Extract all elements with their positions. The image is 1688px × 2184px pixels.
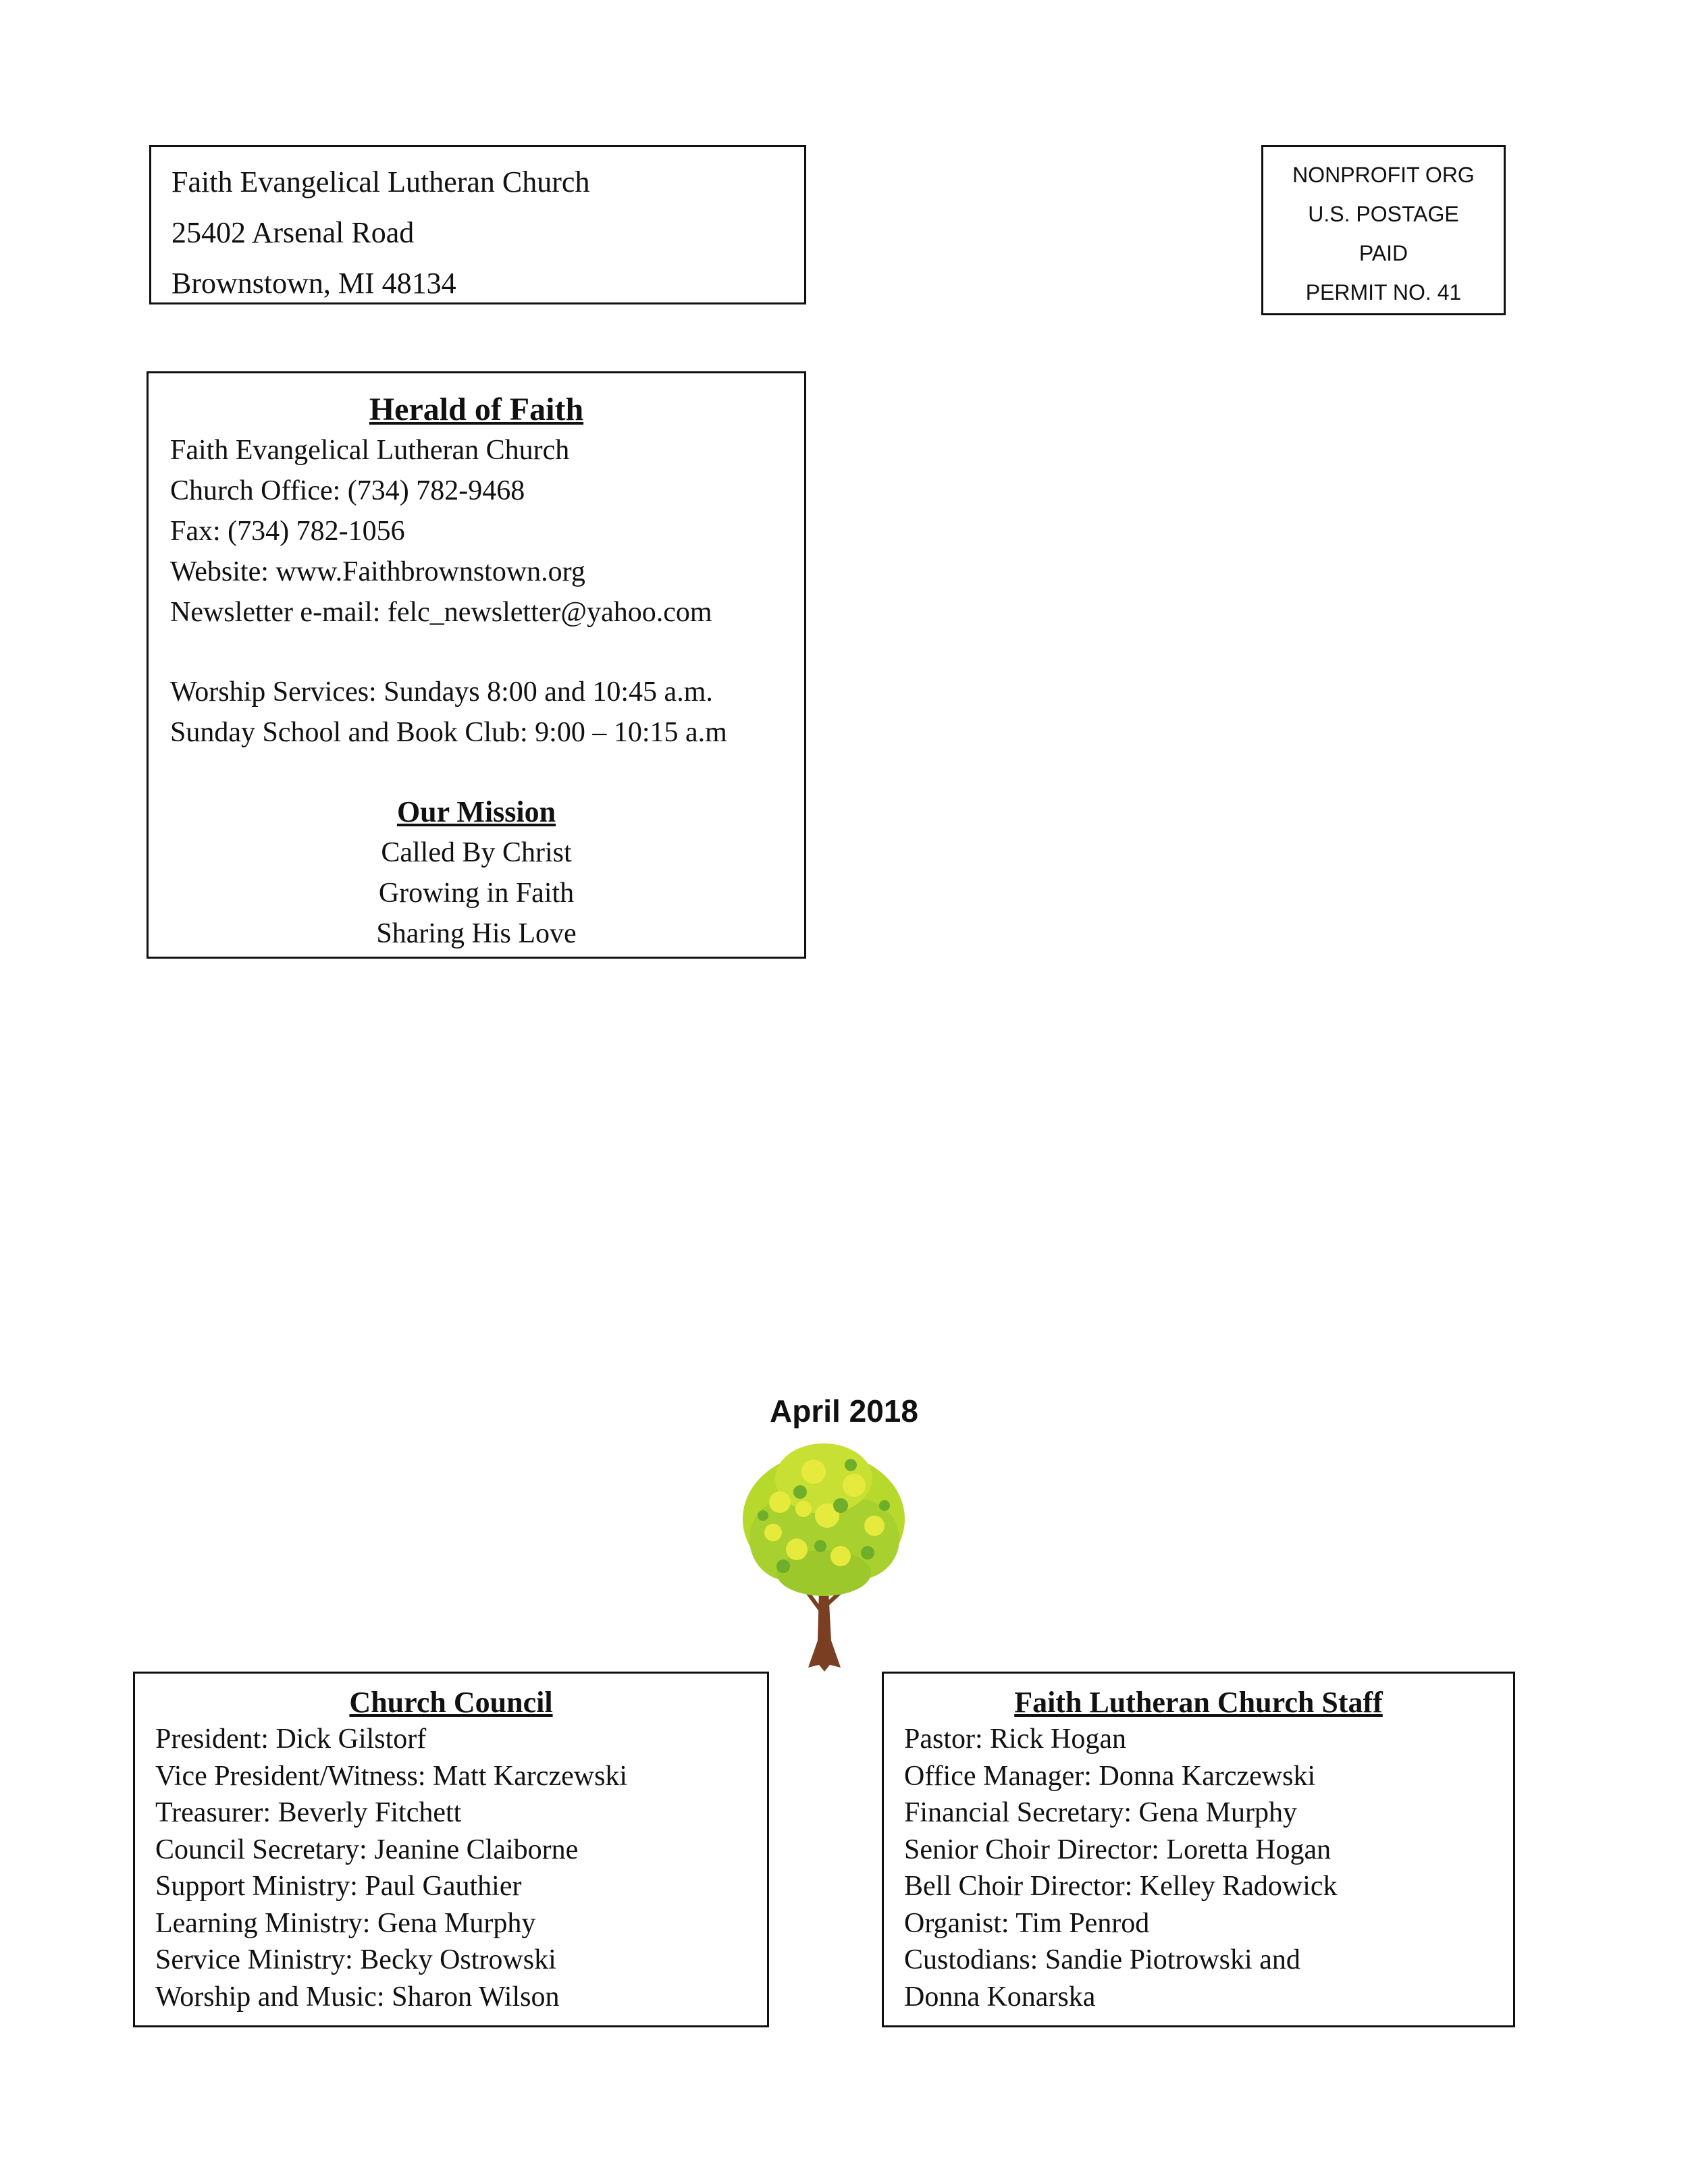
mission-line: Called By Christ [381, 837, 572, 868]
staff-member: Custodians: Sandie Piotrowski and [904, 1944, 1300, 1975]
church-office-phone: Church Office: (734) 782-9468 [170, 475, 525, 506]
staff-member: Pastor: Rick Hogan [904, 1724, 1126, 1755]
staff-member: Organist: Tim Penrod [904, 1907, 1150, 1939]
postage-indicia [1261, 145, 1506, 315]
mission-title: Our Mission [396, 795, 556, 828]
sunday-school: Sunday School and Book Club: 9:00 – 10:15 a.m [170, 717, 727, 748]
return-address [149, 145, 806, 304]
return-address-line: 25402 Arsenal Road [172, 216, 415, 249]
mission-line: Growing in Faith [378, 878, 575, 909]
postage-line: NONPROFIT ORG [1292, 163, 1475, 187]
church-council-title: Church Council [349, 1686, 553, 1719]
postage-line: U.S. POSTAGE [1308, 202, 1459, 226]
newsletter-info-box [147, 371, 806, 959]
return-address-line: Brownstown, MI 48134 [172, 267, 456, 300]
staff-member: Office Manager: Donna Karczewski [904, 1760, 1316, 1792]
council-member: Service Ministry: Becky Ostrowski [155, 1944, 556, 1975]
staff-member: Donna Konarska [904, 1981, 1096, 2013]
church-staff-title: Faith Lutheran Church Staff [1014, 1686, 1383, 1719]
return-address-line: Faith Evangelical Lutheran Church [172, 165, 590, 198]
council-member: Vice President/Witness: Matt Karczewski [155, 1760, 628, 1792]
newsletter-title: Herald of Faith [369, 392, 584, 427]
council-member: President: Dick Gilstorf [155, 1724, 427, 1755]
council-member: Learning Ministry: Gena Murphy [155, 1907, 536, 1939]
mission-line: Sharing His Love [376, 918, 577, 949]
council-member: Council Secretary: Jeanine Claiborne [155, 1834, 579, 1865]
postage-line: PAID [1359, 241, 1408, 265]
newsletter-email: Newsletter e-mail: felc_newsletter@yahoo.com [170, 597, 712, 628]
church-council-box [133, 1672, 769, 2027]
staff-member: Senior Choir Director: Loretta Hogan [904, 1834, 1331, 1865]
website: Website: www.Faithbrownstown.org [170, 556, 585, 587]
council-member: Support Ministry: Paul Gauthier [155, 1871, 522, 1902]
church-name: Faith Evangelical Lutheran Church [170, 435, 570, 466]
postage-line: PERMIT NO. 41 [1305, 280, 1462, 304]
staff-member: Financial Secretary: Gena Murphy [904, 1797, 1297, 1828]
tree-icon [733, 1438, 915, 1674]
fax-number: Fax: (734) 782-1056 [170, 516, 405, 547]
council-member: Worship and Music: Sharon Wilson [155, 1981, 560, 2013]
issue-date: April 2018 [770, 1393, 918, 1429]
worship-services: Worship Services: Sundays 8:00 and 10:45 a.m. [170, 676, 713, 708]
staff-member: Bell Choir Director: Kelley Radowick [904, 1871, 1338, 1902]
church-staff-box [882, 1672, 1515, 2027]
council-member: Treasurer: Beverly Fitchett [155, 1797, 462, 1828]
